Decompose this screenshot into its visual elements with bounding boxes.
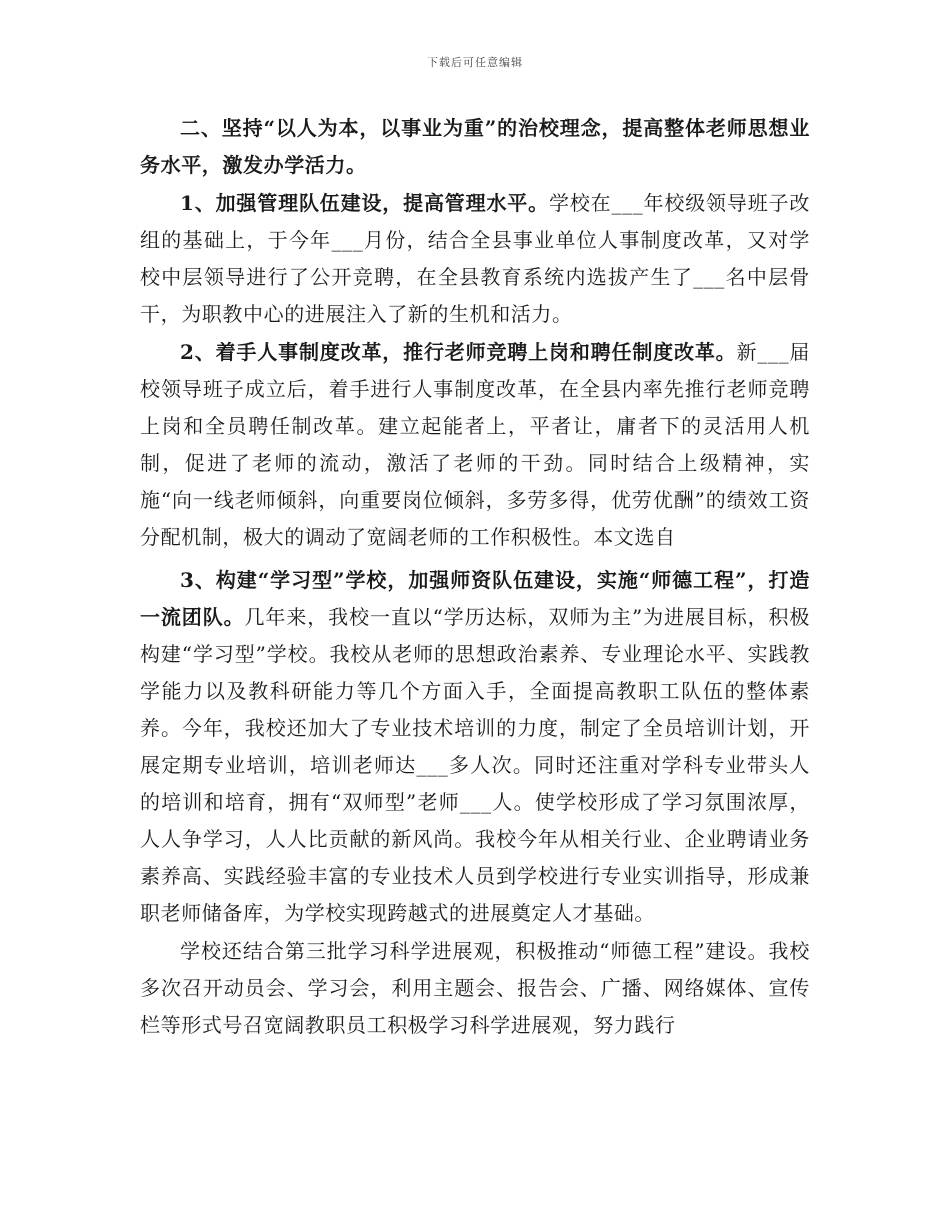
section-heading: 二、坚持“以人为本，以事业为重”的治校理念，提高整体老师思想业务水平，激发办学活力。: [140, 116, 810, 177]
paragraph-item-3: [140, 562, 810, 932]
item-1-title: 1、加强管理队伍建设，提高管理水平。: [180, 191, 549, 215]
item-1-body: 学校在___年校级领导班子改组的基础上，于今年___月份，结合全县事业单位人事制度改革，又对学校中层领导进行了公开竞聘，在全县教育系统内选拔产生了___名中层骨干，为职教中心的进展注入了新的生机和活力。: [140, 191, 810, 326]
item-3-title: 3、构建“学习型”学校，加强师资队伍建设，实施“师德工程”，打造一流团队。: [140, 568, 810, 629]
item-2-body: 新___届校领导班子成立后，着手进行人事制度改革，在全县内率先推行老师竞聘上岗和全员聘任制改革。建立起能者上，平者让，庸者下的灵活用人机制，促进了老师的流动，激活了老师的干劲。同时结合上级精神，实施“向一线老师倾斜，向重要岗位倾斜，多劳多得，优劳优酬”的绩效工资分配机制，极大的调动了宽阔老师的工作积极性。本文选自: [140, 340, 811, 549]
document-body: [140, 110, 810, 1044]
paragraph-item-2: [140, 334, 810, 556]
page-header-note: 下载后可任意编辑: [427, 56, 523, 69]
closing-paragraph: 学校还结合第三批学习科学进展观，积极推动“师德工程”建设。我校多次召开动员会、学习会，利用主题会、报告会、广播、网络媒体、宣传栏等形式号召宽阔教职员工积极学习科学进展观，努力践行: [140, 939, 810, 1037]
paragraph-item-1: [140, 185, 810, 333]
item-3-body: 几年来，我校一直以“学历达标，双师为主”为进展目标，积极构建“学习型”学校。我校从老师的思想政治素养、专业理论水平、实践教学能力以及教科研能力等几个方面入手，全面提高教职工队伍的整体素养。今年，我校还加大了专业技术培训的力度，制定了全员培训计划，开展定期专业培训，培训老师达___多人次。同时还注重对学科专业带头人的培训和培育，拥有“双师型”老师___人。使学校形成了学习氛围浓厚，人人争学习，人人比贡献的新风尚。我校今年从相关行业、企业聘请业务素养高、实践经验丰富的专业技术人员到学校进行专业实训指导，形成兼职老师储备库，为学校实现跨越式的进展奠定人才基础。: [140, 605, 811, 925]
item-2-title: 2、着手人事制度改革，推行老师竞聘上岗和聘任制度改革。: [180, 340, 737, 364]
